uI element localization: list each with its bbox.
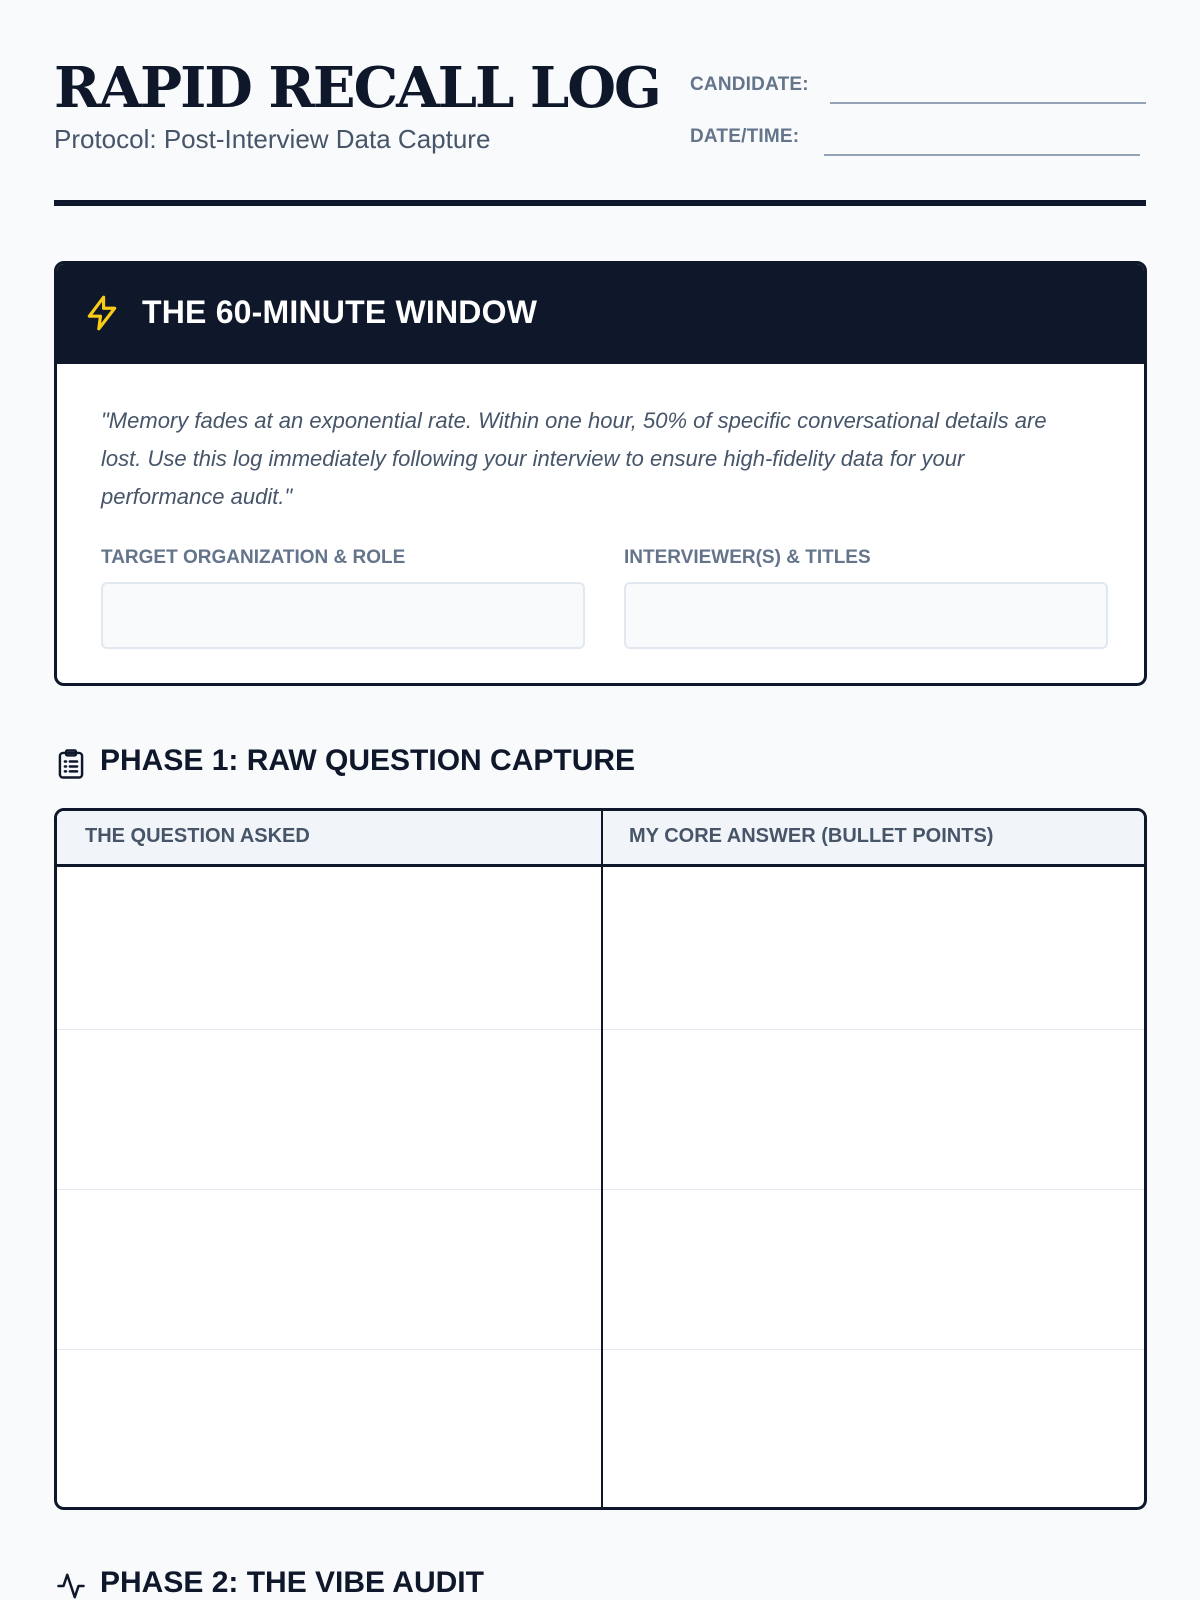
target-organization-input[interactable] (101, 582, 585, 649)
column-core-answer: MY CORE ANSWER (BULLET POINTS) (629, 825, 994, 847)
window-card-header (57, 264, 1144, 364)
phase1-title: PHASE 1: RAW QUESTION CAPTURE (100, 744, 636, 777)
page-subtitle: Protocol: Post-Interview Data Capture (54, 124, 491, 154)
candidate-row (690, 70, 1146, 104)
interviewers-label: INTERVIEWER(S) & TITLES (624, 547, 871, 568)
activity-icon (56, 1570, 86, 1600)
answer-cell[interactable] (603, 1350, 1144, 1510)
datetime-label: DATE/TIME: (690, 126, 800, 147)
sixty-minute-window-card (54, 261, 1147, 686)
question-cell[interactable] (57, 1190, 601, 1350)
question-capture-table (54, 808, 1147, 1510)
memory-quote: "Memory fades at an exponential rate. Within one hour, 50% of specific conversational details are lost. Use this log immediately following your interview to ensure high-fidelity data for your performance audit." (101, 408, 1047, 509)
page-title: RAPID RECALL LOG (54, 55, 660, 121)
answer-cell[interactable] (603, 870, 1144, 1030)
lightning-bolt-icon (83, 293, 121, 333)
clipboard-icon (56, 748, 86, 780)
question-cell[interactable] (57, 1030, 601, 1190)
question-cell[interactable] (57, 870, 601, 1030)
column-question-asked: THE QUESTION ASKED (85, 825, 310, 847)
candidate-field[interactable] (830, 102, 1146, 104)
datetime-row (690, 122, 1146, 156)
datetime-field[interactable] (824, 154, 1140, 156)
header (54, 0, 1146, 208)
answer-cell[interactable] (603, 1190, 1144, 1350)
window-card-title: THE 60-MINUTE WINDOW (142, 294, 538, 330)
interviewers-input[interactable] (624, 582, 1108, 649)
answer-cell[interactable] (603, 1030, 1144, 1190)
question-cell[interactable] (57, 1350, 601, 1510)
header-divider (54, 200, 1146, 206)
target-organization-label: TARGET ORGANIZATION & ROLE (101, 547, 406, 568)
column-divider (601, 811, 603, 1507)
phase2-title: PHASE 2: THE VIBE AUDIT (100, 1566, 484, 1599)
candidate-label: CANDIDATE: (690, 74, 809, 95)
